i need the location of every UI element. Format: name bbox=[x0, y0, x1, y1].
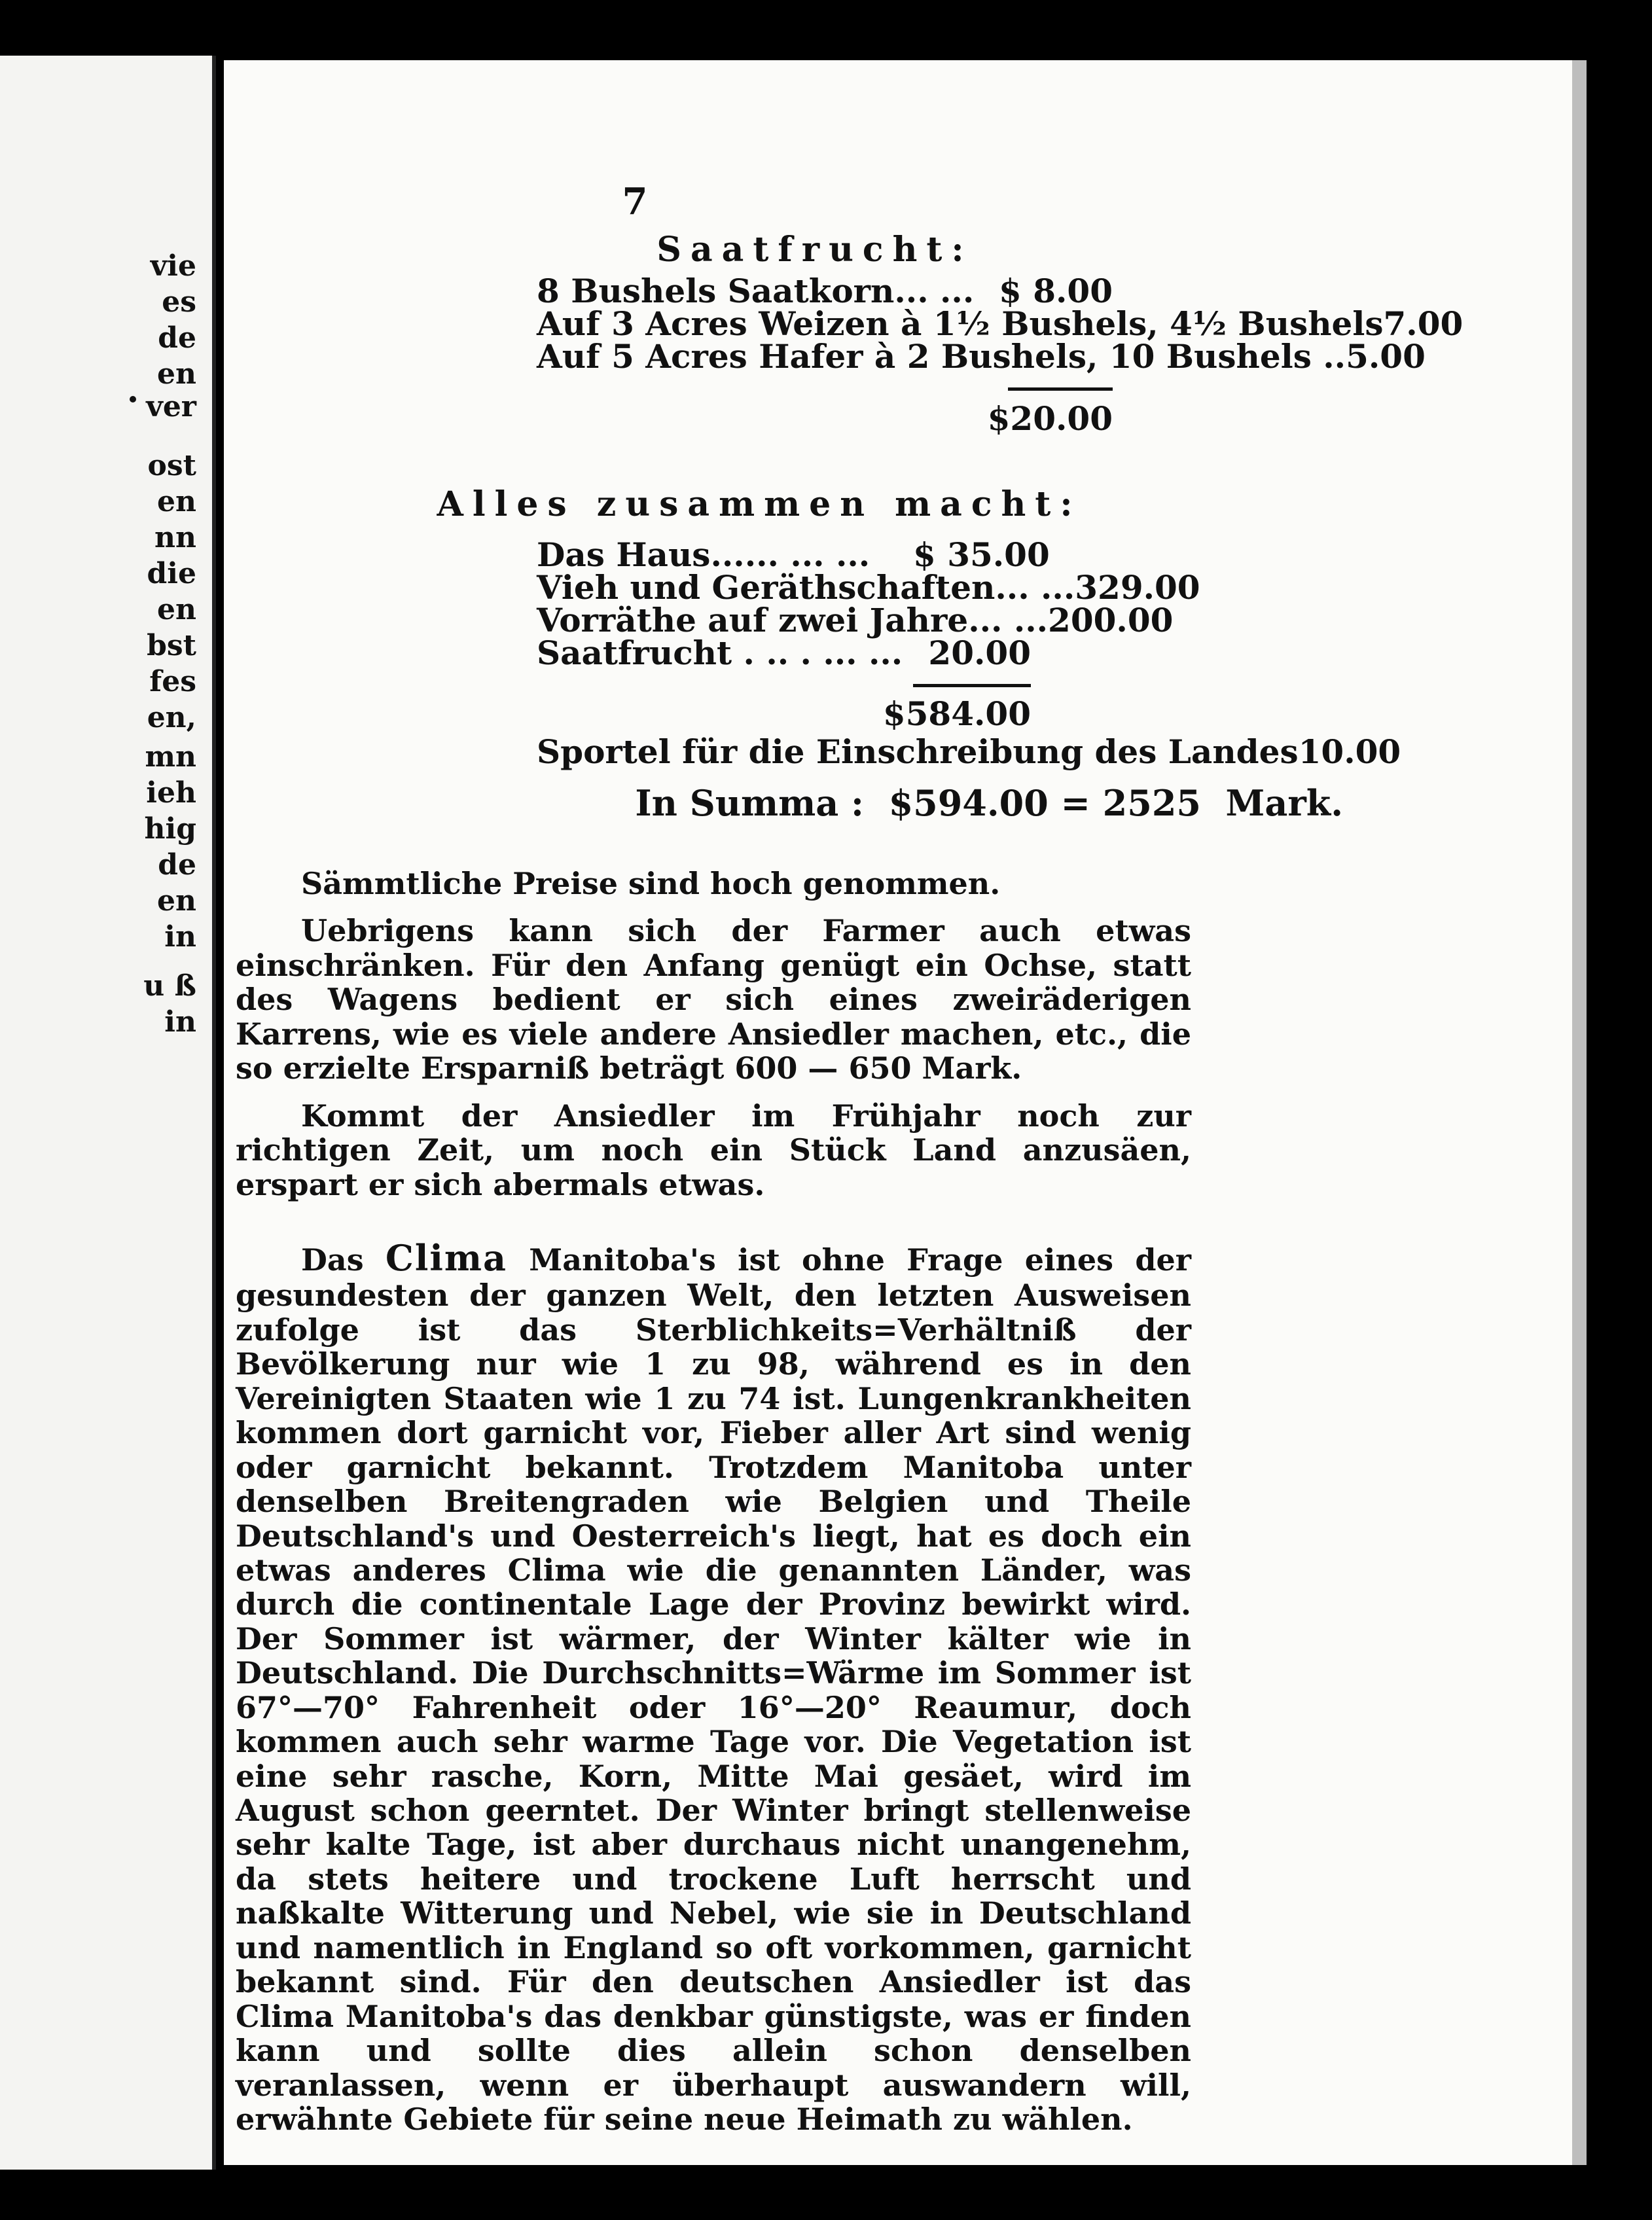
body-text bbox=[236, 867, 1191, 2136]
seed-desc: Auf 5 Acres Hafer à 2 Bushels, 10 Bushels .. bbox=[537, 337, 1346, 376]
climate-keyword: Clima bbox=[385, 1236, 508, 1279]
left-page-fragment: en bbox=[157, 884, 196, 918]
fee-amount: 10.00 bbox=[1298, 732, 1401, 771]
seed-amount: 5.00 bbox=[1346, 337, 1426, 376]
summary-row bbox=[537, 535, 1050, 574]
summary-amount: 200.00 bbox=[1048, 601, 1174, 639]
summary-dots: ... ... bbox=[968, 601, 1049, 639]
summary-desc: Das Haus... bbox=[537, 535, 745, 574]
page-content bbox=[183, 180, 1463, 2137]
summary-amount: $ 35.00 bbox=[913, 535, 1050, 574]
left-page-fragment: es bbox=[162, 285, 196, 319]
seed-row bbox=[537, 272, 1113, 310]
seed-row bbox=[537, 337, 1426, 376]
paragraph: Kommt der Ansiedler im Frühjahr noch zur richtigen Zeit, um noch ein Stück Land anzusäen, erspart er sich abermals etwas. bbox=[236, 1098, 1191, 1202]
fee-row bbox=[537, 732, 1401, 771]
left-page-fragment: en bbox=[157, 593, 196, 626]
left-page-fragment: mn bbox=[145, 740, 196, 774]
left-page-fragment: en bbox=[157, 485, 196, 518]
left-page-fragment: in bbox=[164, 1005, 196, 1039]
left-page-fragment: in bbox=[164, 920, 196, 954]
summary-section bbox=[437, 484, 1401, 824]
paragraph-rest: Manitoba's ist ohne Frage eines der gesundesten der ganzen Welt, den letzten Ausweisen zufolge ist das Sterblichkeits=Verhältniß der Bevölkerung nur wie 1 zu 98, während es in den Vereinigten Staaten wie 1 zu 74 ist. Lungenkrankheiten kommen dort garnicht vor, Fieber aller Art sind wenig oder garnicht bekannt. Trotzdem Manitoba unter denselben Breitengraden wie Belgien und Theile Deutschland's und Oesterreich's liegt, hat es doch ein etwas anderes Clima wie die genannten Länder, was durch die continentale Lage der Provinz bewirkt wird. Der Sommer ist wärmer, der Winter kälter wie in Deutschland. Die Durchschnitts=Wärme im Sommer ist 67°—70° Fahrenheit oder 16°—20° Reaumur, doch kommen auch sehr warme Tage vor. Die Vegetation ist eine sehr rasche, Korn, Mitte Mai gesäet, wird im August schon geerntet. Der Winter bringt stellenweise sehr kalte Tage, ist aber durchaus nicht unangenehm, da stets heitere und trockene Luft herrscht und naßkalte Witterung und Nebel, wie sie in Deutschland und namentlich in England so oft vorkommen, garnicht bekannt sind. Für den deutschen Ansiedler ist das Clima Manitoba's das denkbar günstigste, was er finden kann und sollte dies allein schon denselben veranlassen, wenn er überhaupt auswandern will, erwähnte Gebiete für seine neue Heimath zu wählen. bbox=[236, 1242, 1192, 2137]
left-page-fragment: bst bbox=[147, 629, 196, 662]
left-page-fragment: ver bbox=[146, 390, 196, 423]
summary-heading: Alles zusammen macht: bbox=[437, 484, 1082, 524]
left-page-fragment: die bbox=[147, 557, 196, 590]
seed-desc: Auf 3 Acres Weizen à 1½ Bushels, 4½ Bushels bbox=[537, 304, 1384, 343]
summary-row bbox=[537, 568, 1200, 607]
left-page-fragment: vie bbox=[150, 249, 196, 283]
paragraph: Uebrigens kann sich der Farmer auch etwas einschränken. Für den Anfang genügt ein Ochse, statt des Wagens bedient er sich eines zweiräderigen Karrens, wie es viele andere Ansiedler machen, etc., die so erzielte Ersparniß beträgt 600 — 650 Mark. bbox=[236, 913, 1191, 1086]
summary-row bbox=[537, 634, 1031, 672]
seed-total: $20.00 bbox=[987, 399, 1113, 438]
left-page-fragment: ost bbox=[147, 449, 196, 482]
left-page-fragment: fes bbox=[149, 665, 196, 698]
left-page-fragment: de bbox=[158, 848, 196, 882]
paragraph: Sämmtliche Preise sind hoch genommen. bbox=[301, 866, 1001, 901]
left-page-fragment: hig bbox=[144, 812, 196, 846]
seed-rule bbox=[1008, 387, 1113, 391]
summary-row bbox=[537, 601, 1174, 639]
summary-desc: Saatfrucht . . bbox=[537, 634, 778, 672]
summary-amount: 329.00 bbox=[1075, 568, 1200, 607]
summary-dots: ... ... bbox=[995, 568, 1075, 607]
summary-dots: ... ... ... bbox=[744, 535, 871, 574]
left-page-fragment: u ß bbox=[143, 969, 196, 1003]
grand-total: In Summa : $594.00 = 2525 Mark. bbox=[635, 782, 1343, 824]
seed-desc: 8 Bushels Saatkorn bbox=[537, 272, 895, 310]
left-page-fragment: ieh bbox=[146, 776, 196, 810]
left-page-fragment: en, bbox=[147, 701, 196, 734]
left-page-fragment: en bbox=[157, 357, 196, 391]
summary-dots: . . ... ... bbox=[777, 634, 903, 672]
summary-amount: 20.00 bbox=[928, 634, 1031, 672]
summary-rule bbox=[913, 684, 1031, 687]
fee-desc: Sportel für die Einschreibung des Landes bbox=[537, 732, 1299, 771]
paragraph-climate bbox=[236, 1238, 1191, 2136]
page-shadow bbox=[1572, 60, 1587, 2165]
summary-subtotal: $584.00 bbox=[882, 694, 1031, 733]
summary-desc: Vieh und Geräthschaften bbox=[537, 568, 996, 607]
page-number: 7 bbox=[622, 180, 648, 223]
paragraph-lead: Das bbox=[301, 1242, 364, 1278]
summary-desc: Vorräthe auf zwei Jahre bbox=[537, 601, 969, 639]
seed-heading: Saatfrucht: bbox=[656, 230, 973, 270]
seed-section bbox=[537, 230, 1463, 438]
seed-dots: ... ... bbox=[894, 272, 975, 310]
left-page-fragment: de bbox=[158, 321, 196, 355]
left-page-fragment: nn bbox=[154, 521, 196, 554]
seed-row bbox=[537, 304, 1463, 343]
seed-amount: 7.00 bbox=[1383, 304, 1463, 343]
seed-amount: $ 8.00 bbox=[999, 272, 1113, 310]
